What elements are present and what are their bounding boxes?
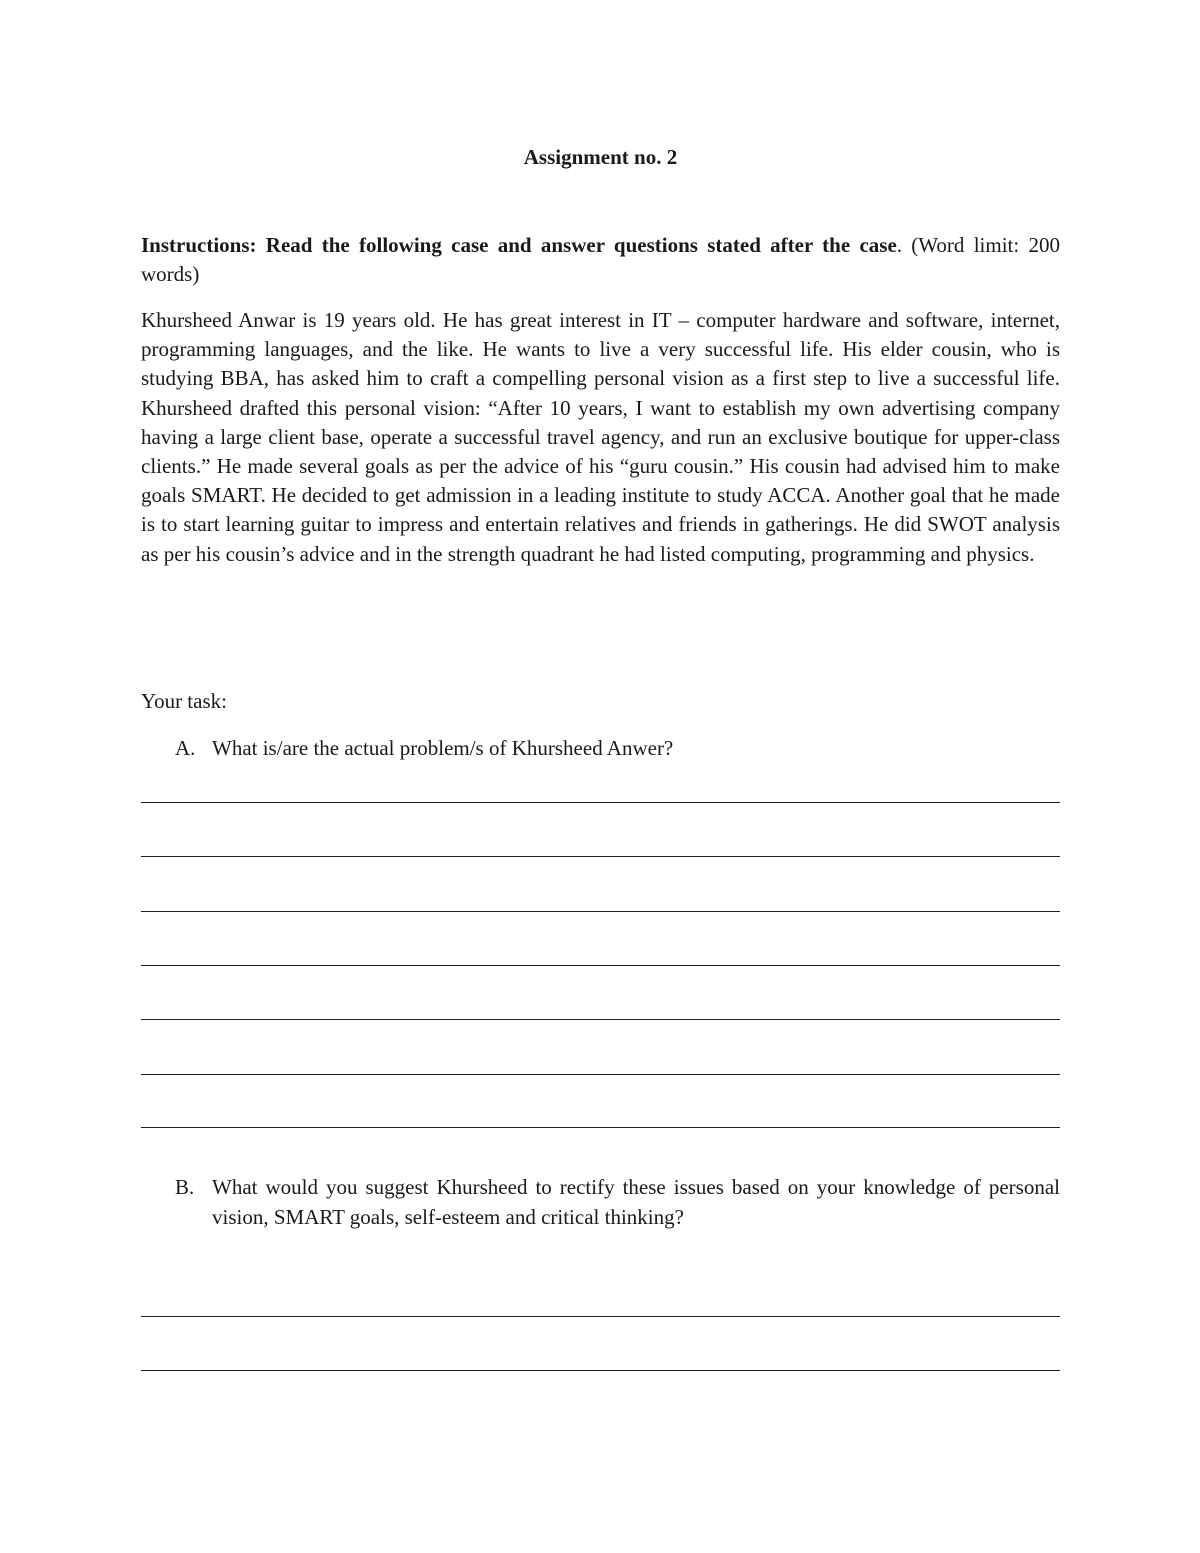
answer-line-a-6: [141, 1074, 1060, 1075]
instructions-word-limit: . (Word limit: 200 words): [141, 233, 1060, 286]
question-b: [175, 1172, 1060, 1232]
question-b-letter: B.: [175, 1175, 195, 1199]
answer-line-a-4: [141, 965, 1060, 966]
question-b-text: What would you suggest Khursheed to rectify these issues based on your knowledge of personal vision, SMART goals, self-esteem and critical thinking?: [212, 1175, 1060, 1229]
answer-line-a-1: [141, 802, 1060, 803]
answer-line-b-1: [141, 1316, 1060, 1317]
answer-line-b-2: [141, 1370, 1060, 1371]
task-label: Your task:: [141, 689, 227, 713]
instructions-paragraph: [141, 231, 1060, 289]
question-a-letter: A.: [175, 736, 196, 760]
question-a: [175, 733, 1060, 763]
instructions-bold-text: Instructions: Read the following case and answer questions stated after the case: [141, 233, 897, 257]
question-a-text: What is/are the actual problem/s of Khursheed Anwer?: [212, 736, 674, 760]
answer-line-a-5: [141, 1019, 1060, 1020]
document-title: Assignment no. 2: [523, 145, 678, 169]
answer-line-a-2: [141, 856, 1060, 857]
case-paragraph: Khursheed Anwar is 19 years old. He has great interest in IT – computer hardware and software, internet, programming languages, and the like. He wants to live a very successful life. His elder cousin, who is studying BBA, has asked him to craft a compelling personal vision as a first step to live a successful life. Khursheed drafted this personal vision: “After 10 years, I want to establish my own advertising company having a large client base, operate a successful travel agency, and run an exclusive boutique for upper-class clients.” He made several goals as per the advice of his “guru cousin.” His cousin had advised him to make goals SMART. He decided to get admission in a leading institute to study ACCA. Another goal that he made is to start learning guitar to impress and entertain relatives and friends in gatherings. He did SWOT analysis as per his cousin’s advice and in the strength quadrant he had listed computing, programming and physics.: [141, 308, 1060, 566]
answer-line-a-3: [141, 911, 1060, 912]
answer-line-a-7: [141, 1127, 1060, 1128]
